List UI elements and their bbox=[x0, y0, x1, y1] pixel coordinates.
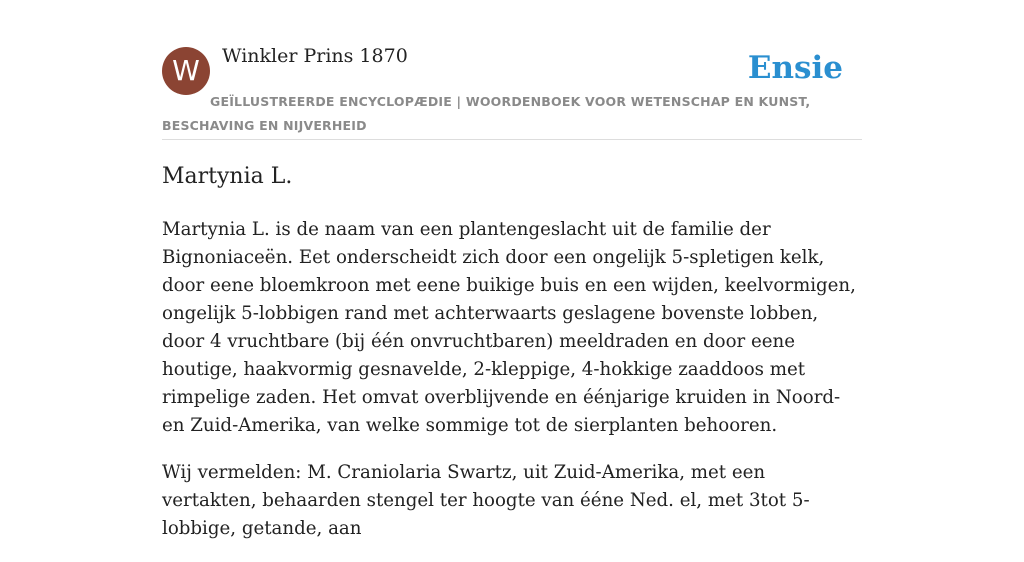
entry-title: Martynia L. bbox=[162, 164, 293, 189]
entry-paragraph: Wij vermelden: M. Craniolaria Swartz, uit Zuid-Amerika, met een vertakten, behaarden stengel ter hoogte van ééne Ned. el, met 3tot 5-lobbige, getande, aan bbox=[162, 462, 810, 539]
source-avatar[interactable]: W bbox=[162, 47, 210, 95]
source-subtitle: GEÏLLUSTREERDE ENCYCLOPÆDIE | WOORDENBOEK VOOR WETENSCHAP EN KUNST, BESCHAVING EN NIJVERHEID bbox=[162, 94, 811, 133]
brand-logo[interactable]: Ensie bbox=[747, 50, 843, 86]
source-title[interactable]: Winkler Prins 1870 bbox=[222, 45, 408, 67]
entry-paragraph: Martynia L. is de naam van een plantengeslacht uit de familie der Bignoniaceën. Eet onderscheidt zich door een ongelijk 5-spletigen kelk, door eene bloemkroon met eene buikige buis en een wijden, keelvormigen, ongelijk 5-lobbigen rand met achterwaarts geslagene bovenste lobben, door 4 vruchtbare (bij één onvruchtbaren) meeldraden en door eene houtige, haakvormig gesnavelde, 2-kleppige, 4-hokkige zaaddoos met rimpelige zaden. Het omvat overblijvende en éénjarige kruiden in Noord- en Zuid-Amerika, van welke sommige tot de sierplanten behooren. bbox=[162, 219, 856, 436]
entry-body bbox=[162, 216, 862, 562]
header-divider bbox=[162, 139, 862, 140]
